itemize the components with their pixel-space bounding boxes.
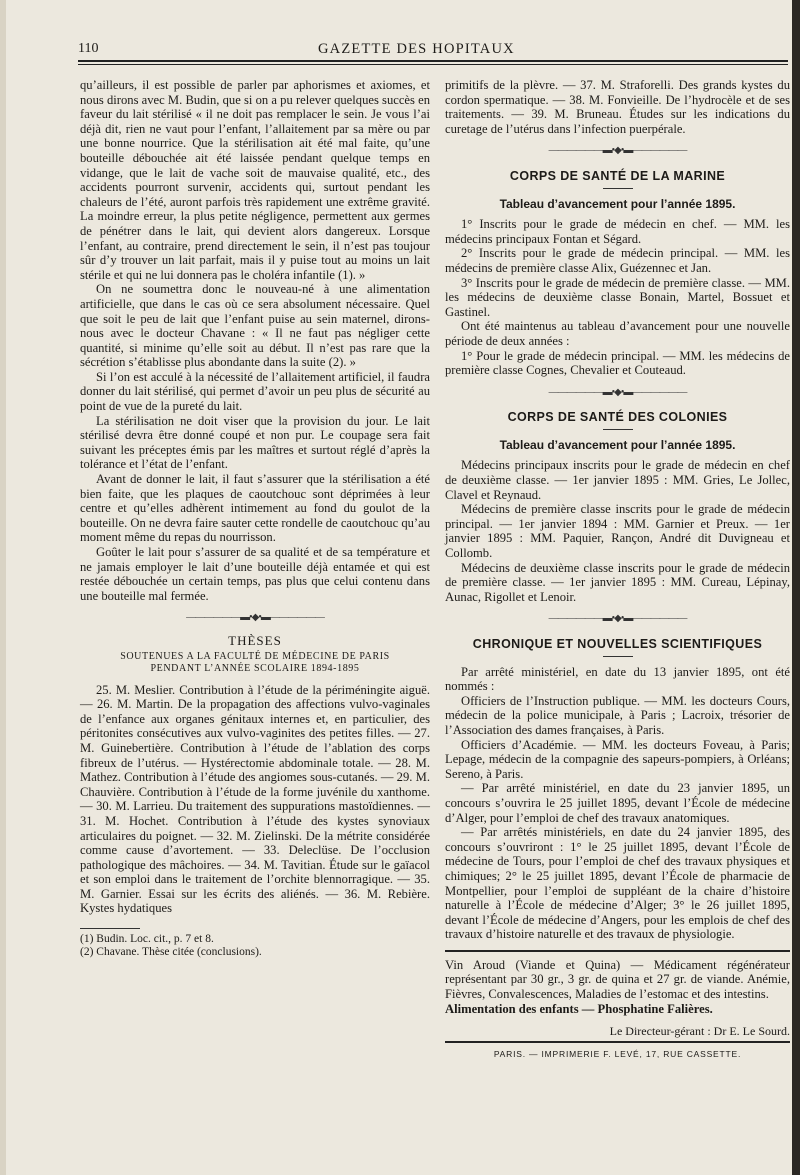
running-title: GAZETTE DES HOPITAUX xyxy=(318,41,515,57)
paragraph: Si l’on est acculé à la nécessité de l’allaitement artificiel, il faudra donner du lait stérilisé, qui permet d’avoir un peu plus de sécurité au point de vue de la pureté du lait. xyxy=(80,369,430,414)
header-rule xyxy=(78,60,788,65)
section-subtitle: Tableau d’avancement pour l’année 1895. xyxy=(499,196,736,211)
page-right-edge xyxy=(792,0,800,1175)
advert: Vin Aroud (Viande et Quina) — Médicament régénérateur représentant par 30 gr., 3 gr. de quina et 27 gr. de viande. Anémie, Fièvres, Convalescences, Maladies de l’estomac et des intestins. xyxy=(445,957,790,1002)
short-rule xyxy=(603,429,633,430)
footnotes xyxy=(80,933,430,959)
signature: Le Directeur-gérant : Dr E. Le Sourd. xyxy=(445,1024,790,1043)
paragraph: 1° Inscrits pour le grade de médecin en chef. — MM. les médecins principaux Fontan et Ségard. xyxy=(445,217,790,246)
paragraph: — Par arrêté ministériel, en date du 23 janvier 1895, un concours s’ouvrira le 25 juillet 1895, devant l’École de médecine d’Alger, pour l’emploi de chef des travaux anatomiques. xyxy=(445,781,790,825)
short-rule xyxy=(603,188,633,189)
theses-subheading-line: PENDANT L’ANNÉE SCOLAIRE 1894-1895 xyxy=(150,662,360,674)
paragraph: Médecins de première classe inscrits pour le grade de médecin principal. — 1er janvier 1894 : MM. Garnier et Preux. — 1er janvier 1895 : MM. Paquier, Rançon, André dit Duvigneau et Collomb. xyxy=(445,502,790,561)
page-number: 110 xyxy=(78,41,99,56)
footnote: (1) Budin. Loc. cit., p. 7 et 8. xyxy=(80,933,214,946)
paragraph: On ne soumettra donc le nouveau-né à une alimentation artificielle, que dans le cas où ce sera absolument nécessaire. Quel que soit le peu de lait que l’enfant puise au sein maternel, dirons-nous avec le docteur Chavane : « Il ne faut pas négliger cette quantité, si minime qu’elle soit au début. Il n’est pas rare que la sécrétion s’établisse plus abondante dans la suite (2). » xyxy=(80,282,430,370)
paragraph: Officiers de l’Instruction publique. — MM. les docteurs Cours, médecin de la police municipale, à Paris ; Lacroix, trésorier de l’Association des dames françaises, à Paris. xyxy=(445,693,790,737)
section-title-chronique: CHRONIQUE ET NOUVELLES SCIENTIFIQUES xyxy=(472,637,763,651)
section-separator xyxy=(445,612,790,627)
paragraph: Par arrêté ministériel, en date du 13 janvier 1895, ont été nommés : xyxy=(445,664,790,694)
footnote: (2) Chavane. Thèse citée (conclusions). xyxy=(80,946,262,959)
paragraph: Officiers d’Académie. — MM. les docteurs Foveau, à Paris; Lepage, médecin de la compagnie des sapeurs-pompiers, à Orléans; Sereno, à Paris. xyxy=(445,737,790,781)
footnote-rule xyxy=(80,928,140,929)
printer-imprint: PARIS. — IMPRIMERIE F. LEVÉ, 17, RUE CASSETTE. xyxy=(493,1048,742,1059)
paragraph: 2° Inscrits pour le grade de médecin principal. — MM. les médecins de première classe Alix, Guézennec et Jan. xyxy=(445,246,790,275)
short-rule xyxy=(603,656,633,657)
section-subtitle: Tableau d’avancement pour l’année 1895. xyxy=(499,437,736,452)
advert-rule xyxy=(445,950,790,952)
paragraph: La stérilisation ne doit viser que la provision du jour. Le lait stérilisé devra être donné coupé et non pur. Le coupage sera fait suivant les préceptes émis par les maîtres et surtout réglé d’après la tolérance et l’état de l’enfant. xyxy=(80,413,430,472)
paragraph: primitifs de la plèvre. — 37. M. Straforelli. Des grands kystes du cordon spermatique. — 38. M. Fonvieille. De l’hydrocèle et de ses traitements. — 39. M. Bruneau. Études sur les indications du curetage de l’utérus dans l’infection puerpérale. xyxy=(445,78,790,136)
section-title-marine: CORPS DE SANTÉ DE LA MARINE xyxy=(509,168,726,183)
section-separator xyxy=(80,611,430,626)
right-column xyxy=(445,78,790,1061)
theses-subheading xyxy=(80,651,430,675)
paragraph: Médecins de deuxième classe inscrits pour le grade de médecin de première classe. — 1er janvier 1895 : MM. Cureau, Lépinay, Aunac, Rigollet et Lenoir. xyxy=(445,560,790,604)
page-left-edge xyxy=(0,0,6,1175)
advertisements xyxy=(445,958,790,1016)
section-title-colonies: CORPS DE SANTÉ DES COLONIES xyxy=(507,410,728,425)
theses-subheading-line: SOUTENUES A LA FACULTÉ DE MÉDECINE DE PARIS xyxy=(120,650,390,662)
theses-list: 25. M. Meslier. Contribution à l’étude de la périméningite aiguë. — 26. M. Martin. De la propagation des affections vulvo-vaginales de l’enfance aux organes génitaux internes et, en particulier, des péritonites consécutives aux vulvo-vaginites des petites filles. — 27. M. Guinebertière. Contribution à l’étude de l’ablation des corps fibreux de l’utérus. — Hystérectomie abdominale totale. — 28. M. Mathez. Contribution à l’étude des angiomes sous-cutanés. — 29. M. Chauvière. Contribution à l’étude de la forme juvénile du xanthome. — 30. M. Larrieu. Du traitement des suppurations mastoïdiennes. — 31. M. Hochet. Contribution à l’étude des kystes synoviaux articulaires du poignet. — 32. M. Zielinski. De la métrite considérée comme cause d’avortement. — 33. Deleclüse. De l’occlusion pathologique des mâchoires. — 34. M. Tavitian. Étude sur le gaïacol et son emploi dans le traitement de l’orchite blennorragique. — 35. M. Garnier. Essai sur les écrits des aliénés. — 36. M. Rebière. Kystes hydatiques xyxy=(80,682,430,916)
paragraph: 1° Pour le grade de médecin principal. — MM. les médecins de première classe Cognes, Chevalier et Couteaud. xyxy=(445,348,790,378)
paragraph: Médecins principaux inscrits pour le grade de médecin en chef de deuxième classe. — 1er janvier 1895 : MM. Gries, Le Jollec, Clavel et Reynaud. xyxy=(445,458,790,502)
paragraph: Goûter le lait pour s’assurer de sa qualité et de sa température et ne jamais employer le lait d’une bouteille déjà entamée et qui est restée débouchée un certain temps, pas plus que celui contenu dans une bouteille mal fermée. xyxy=(80,545,430,603)
advert: Alimentation des enfants — Phosphatine Falières. xyxy=(445,1001,713,1016)
paragraph: 3° Inscrits pour le grade de médecin de première classe. — MM. les médecins de deuxième classe Bonain, Martel, Bossuet et Gastinel. xyxy=(445,275,790,319)
paragraph: qu’ailleurs, il est possible de parler par aphorismes et axiomes, et nous dirons avec M. Budin, que si on a pu relever quelques succès en faveur du lait stérilisé « il ne doit pas remplacer le sein. Je vous l’ai déjà dit, rien ne vaut pour l’enfant, l’allaitement par sa mère ou par une bonne nourrice. Que la stérilisation ait été mal faite, qu’une bouteille débouchée ait été laissée pendant quelque temps en vidange, que le lait de vache soit de mauvaise qualité, etc., des accidents pourront survenir, accidents qui, surtout pendant les chaleurs de l’été, auront parfois très rapidement une extrême gravité. La moindre erreur, la plus petite négligence, permettent aux germes de pénétrer dans le lait, qui devient alors dangereux. Lorsque l’enfant, au contraire, prend directement le sein, il n’est pas toujour sûr d’y trouver un lait parfait, mais il y puise tout au moins un lait stérile et qui ne lui donnera pas le choléra infantile (1). » xyxy=(80,78,430,282)
section-separator xyxy=(445,144,790,159)
section-separator xyxy=(445,386,790,401)
paragraph: Avant de donner le lait, il faut s’assurer que la stérilisation a été bien faite, que les plaques de caoutchouc sont déprimées à leur centre et qu’elles adhèrent intimement au fond du goulot de la bouteille. On ne devra faire sauter cette rondelle de caoutchouc qu’au moment même du repas du nourrisson. xyxy=(80,472,431,545)
theses-heading: THÈSES xyxy=(228,632,282,648)
left-column xyxy=(80,78,430,959)
paragraph: Ont été maintenus au tableau d’avancement pour une nouvelle période de deux années : xyxy=(445,319,790,348)
paragraph: — Par arrêtés ministériels, en date du 24 janvier 1895, des concours s’ouvriront : 1° le 25 juillet 1895, devant l’École de médecine de Tours, pour l’emploi de chef des travaux physiques et chimiques; 2° le 25 juillet 1895, devant l’École de pharmacie de Montpellier, pour l’emploi de suppléant de la chaire d’histoire naturelle à l’École de médecine d’Alger; 3° le 26 juillet 1895, devant l’École de médecine d’Angers, pour les emplois de chef des travaux d’histoire naturelle et des travaux de physiologie. xyxy=(445,825,790,942)
